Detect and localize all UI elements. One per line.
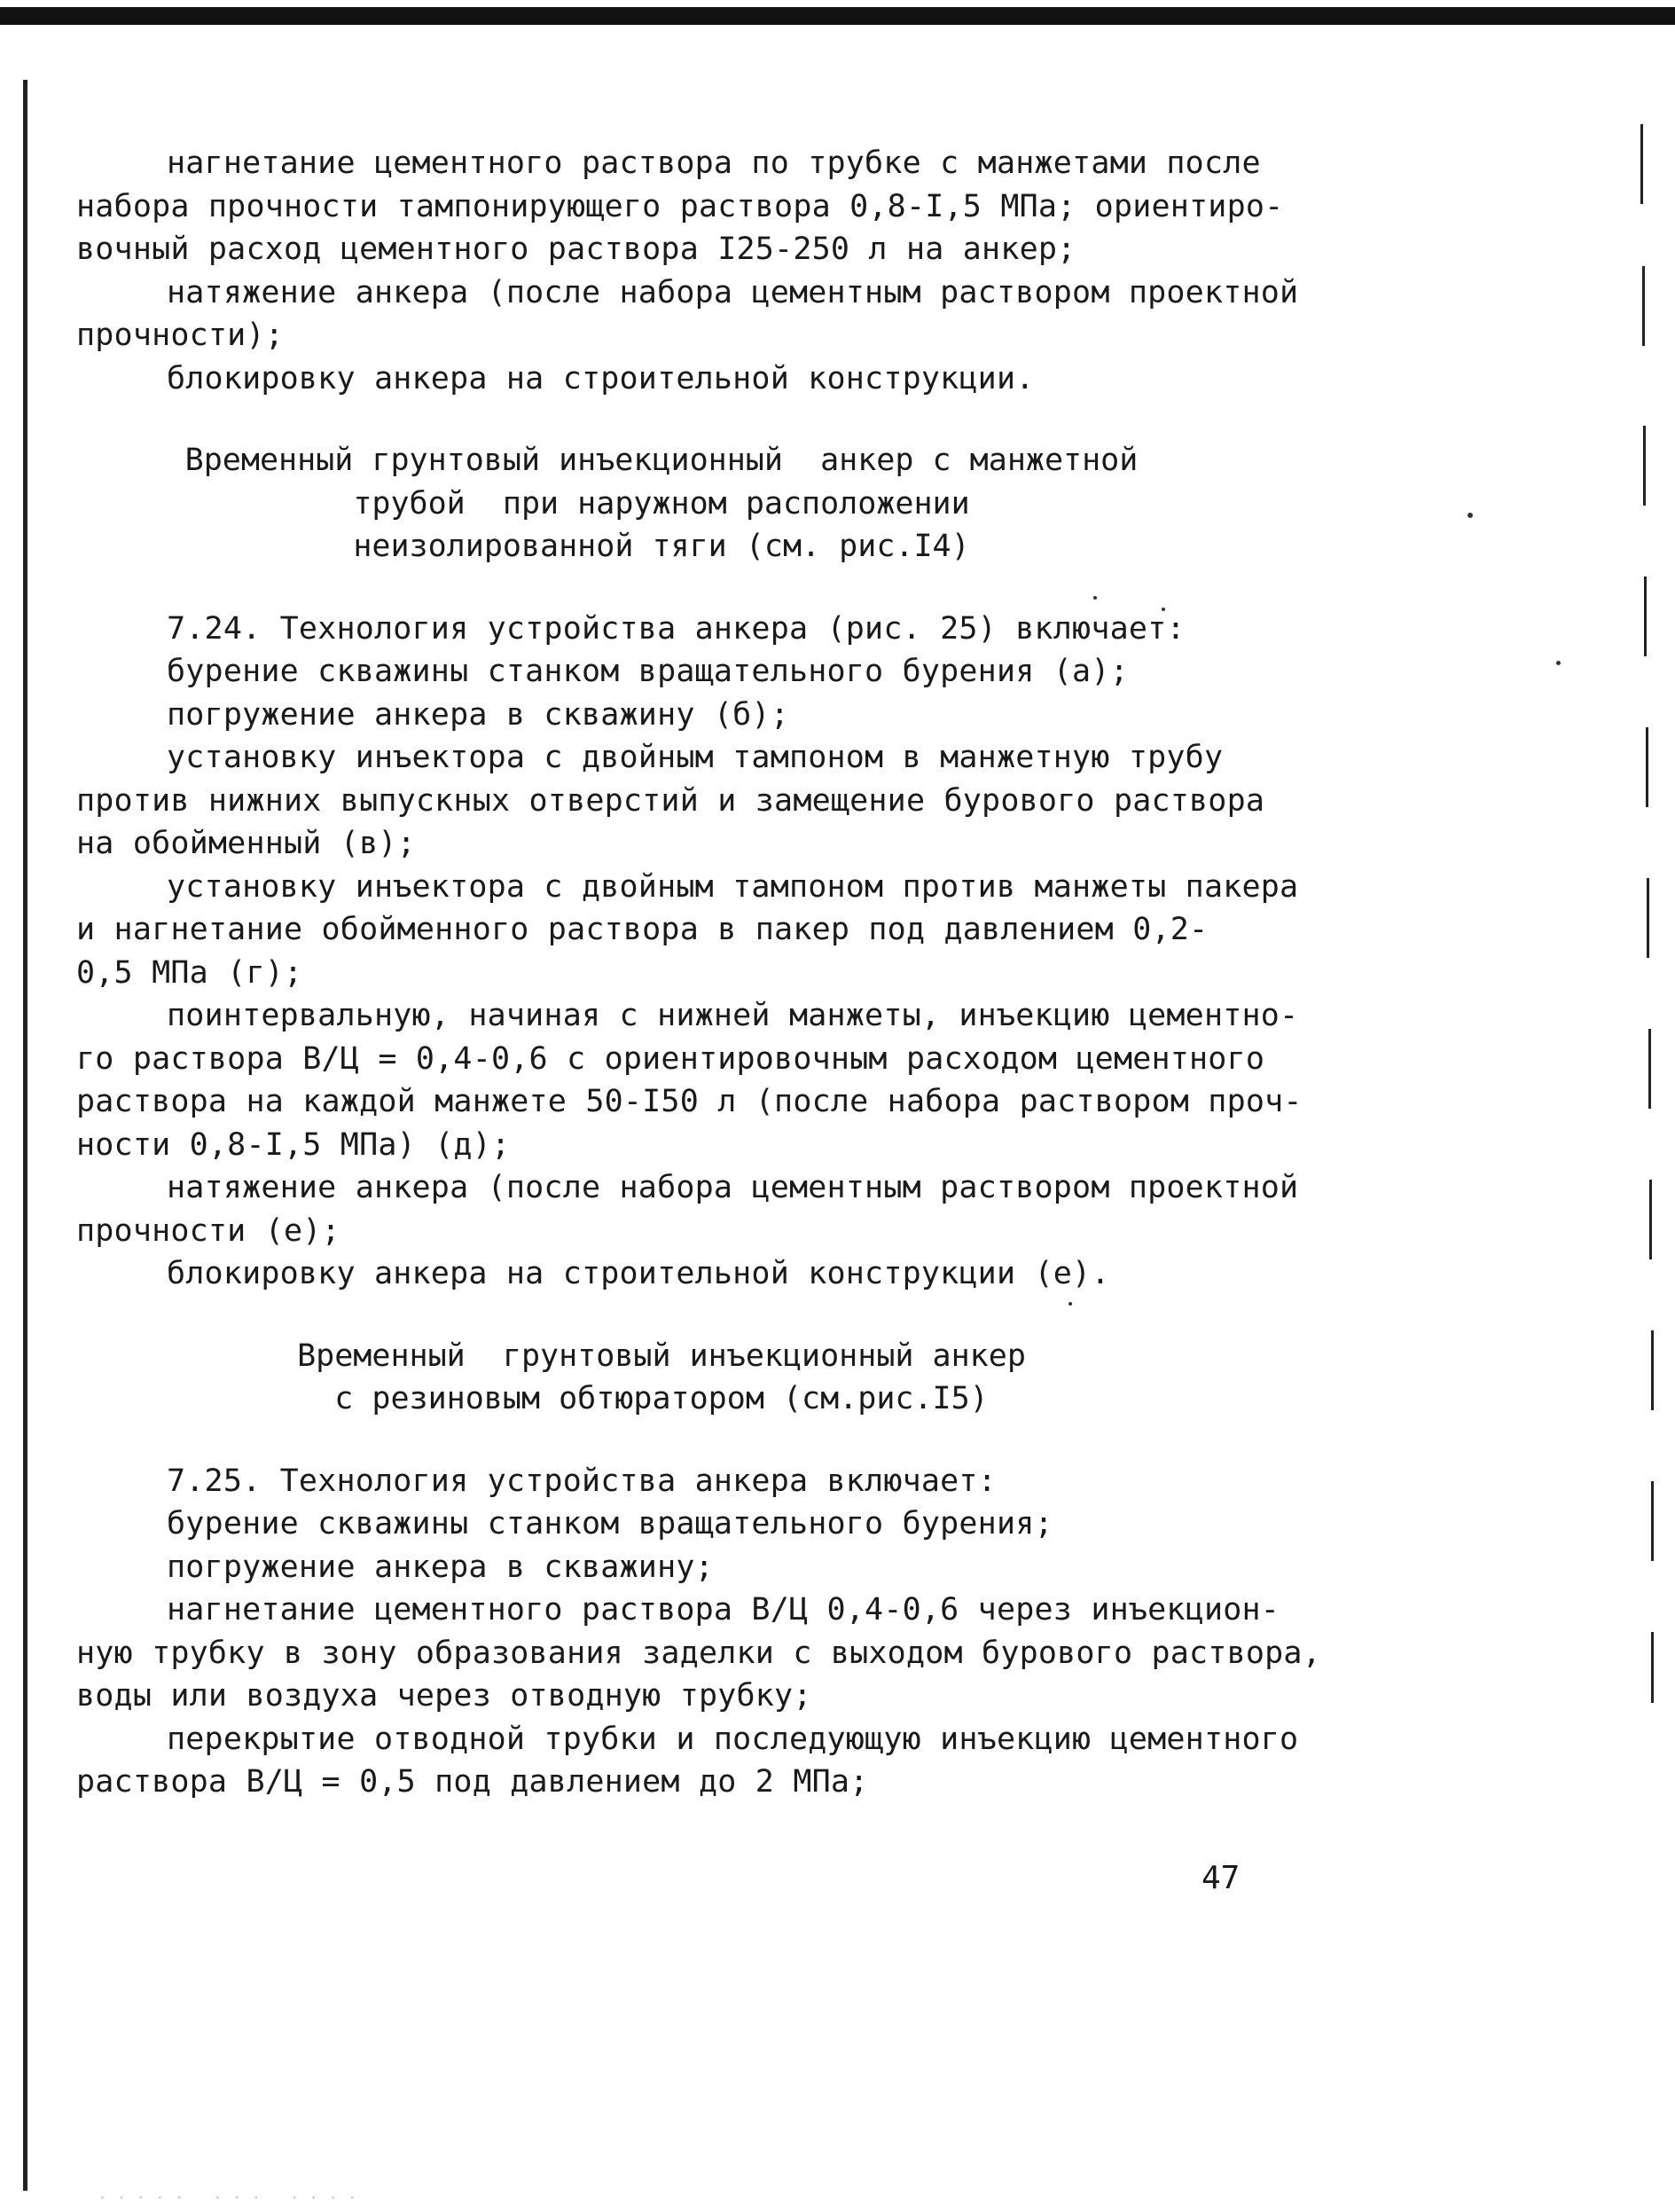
paragraph-line: набора прочности тампонирующего раствора 0,8-I,5 МПа; ориентиро- [76, 188, 1284, 224]
section-heading-line: с резиновым обтюратором (см.рис.I5) [334, 1381, 989, 1416]
top-scan-border [0, 7, 1675, 25]
paragraph-line: на обойменный (в); [76, 826, 416, 861]
paragraph-line: го раствора В/Ц = 0,4-0,6 с ориентировочным расходом цементного [76, 1040, 1265, 1077]
margin-mark [1646, 727, 1648, 807]
page-number: 47 [1201, 1860, 1241, 1896]
section-heading-line: Временный грунтовый инъекционный анкер [297, 1337, 1026, 1374]
paragraph-first-line: установку инъектора с двойным тампоном против манжеты пакера [167, 868, 1299, 905]
scan-speck [1468, 513, 1473, 518]
paragraph-line: вочный расход цементного раствора I25-250 л на анкер; [76, 231, 1076, 267]
block-spacer [76, 1296, 1247, 1335]
faint-bleed-through: · · · · · · · · · · · · [98, 2189, 357, 2208]
paragraph-first-line: 7.24. Технология устройства анкера (рис. 25) включает: [167, 610, 1186, 647]
document-page [76, 142, 1321, 1804]
paragraph-line: ности 0,8-I,5 МПа) (д); [76, 1126, 511, 1163]
margin-mark [1651, 1330, 1654, 1410]
block-spacer [76, 400, 1247, 439]
paragraph-first-line: нагнетание цементного раствора В/Ц 0,4-0,6 через инъекцион- [167, 1592, 1280, 1628]
paragraph-first-line: бурение скважины станком вращательного бурения; [167, 1506, 1053, 1541]
margin-mark [1647, 878, 1649, 958]
margin-mark [1642, 266, 1645, 346]
paragraph-first-line: натяжение анкера (после набора цементным раствором проектной [167, 274, 1299, 310]
paragraph-first-line: перекрытие отводной трубки и последующую инъекцию цементного [167, 1721, 1299, 1757]
paragraph-first-line: погружение анкера в скважину; [167, 1549, 714, 1585]
paragraph-line: прочности (е); [76, 1212, 340, 1249]
paragraph-first-line: нагнетание цементного раствора по трубке с манжетами после [167, 145, 1261, 181]
paragraph-first-line: 7.25. Технология устройства анкера включает: [167, 1463, 997, 1499]
paragraph-first-line: блокировку анкера на строительной конструкции (е). [167, 1256, 1110, 1291]
block-spacer [76, 1421, 1247, 1460]
margin-mark [1640, 124, 1643, 204]
section-heading-line: трубой при наружном расположении [353, 485, 970, 522]
paragraph-line: против нижних выпускных отверстий и замещение бурового раствора [76, 782, 1265, 819]
paragraph-line: раствора на каждой манжете 50-I50 л (после набора раствором проч- [76, 1084, 1303, 1119]
margin-mark [1644, 577, 1647, 656]
paragraph-first-line: погружение анкера в скважину (б); [167, 696, 789, 733]
margin-mark [1648, 1029, 1651, 1109]
block-spacer [76, 569, 1247, 608]
margin-mark [1643, 426, 1646, 506]
scan-speck [1556, 661, 1561, 665]
paragraph-first-line: поинтервальную, начиная с нижней манжеты, инъекцию цементно- [167, 998, 1299, 1033]
margin-mark [1651, 1481, 1654, 1561]
paragraph-line: прочности); [76, 318, 284, 353]
paragraph-line: и нагнетание обойменного раствора в пакер под давлением 0,2- [76, 912, 1209, 947]
section-heading-line: неизолированной тяги (см. рис.I4) [353, 529, 970, 564]
margin-mark [1649, 1180, 1652, 1259]
paragraph-line: 0,5 МПа (г); [76, 954, 303, 991]
paragraph-line: ную трубку в зону образования заделки с выходом бурового раствора, [76, 1635, 1321, 1671]
left-scan-border [23, 80, 27, 2191]
paragraph-first-line: бурение скважины станком вращательного бурения (а); [167, 654, 1129, 689]
paragraph-first-line: установку инъектора с двойным тампоном в манжетную трубу [167, 740, 1224, 775]
paragraph-first-line: блокировку анкера на строительной конструкции. [167, 360, 1035, 396]
paragraph-first-line: натяжение анкера (после набора цементным раствором проектной [167, 1170, 1299, 1205]
paragraph-line: раствора В/Ц = 0,5 под давлением до 2 МПа; [76, 1764, 869, 1800]
paragraph-line: воды или воздуха через отводную трубку; [76, 1678, 812, 1714]
margin-mark [1651, 1632, 1654, 1703]
section-heading-line: Временный грунтовый инъекционный анкер с манжетной [184, 443, 1139, 478]
